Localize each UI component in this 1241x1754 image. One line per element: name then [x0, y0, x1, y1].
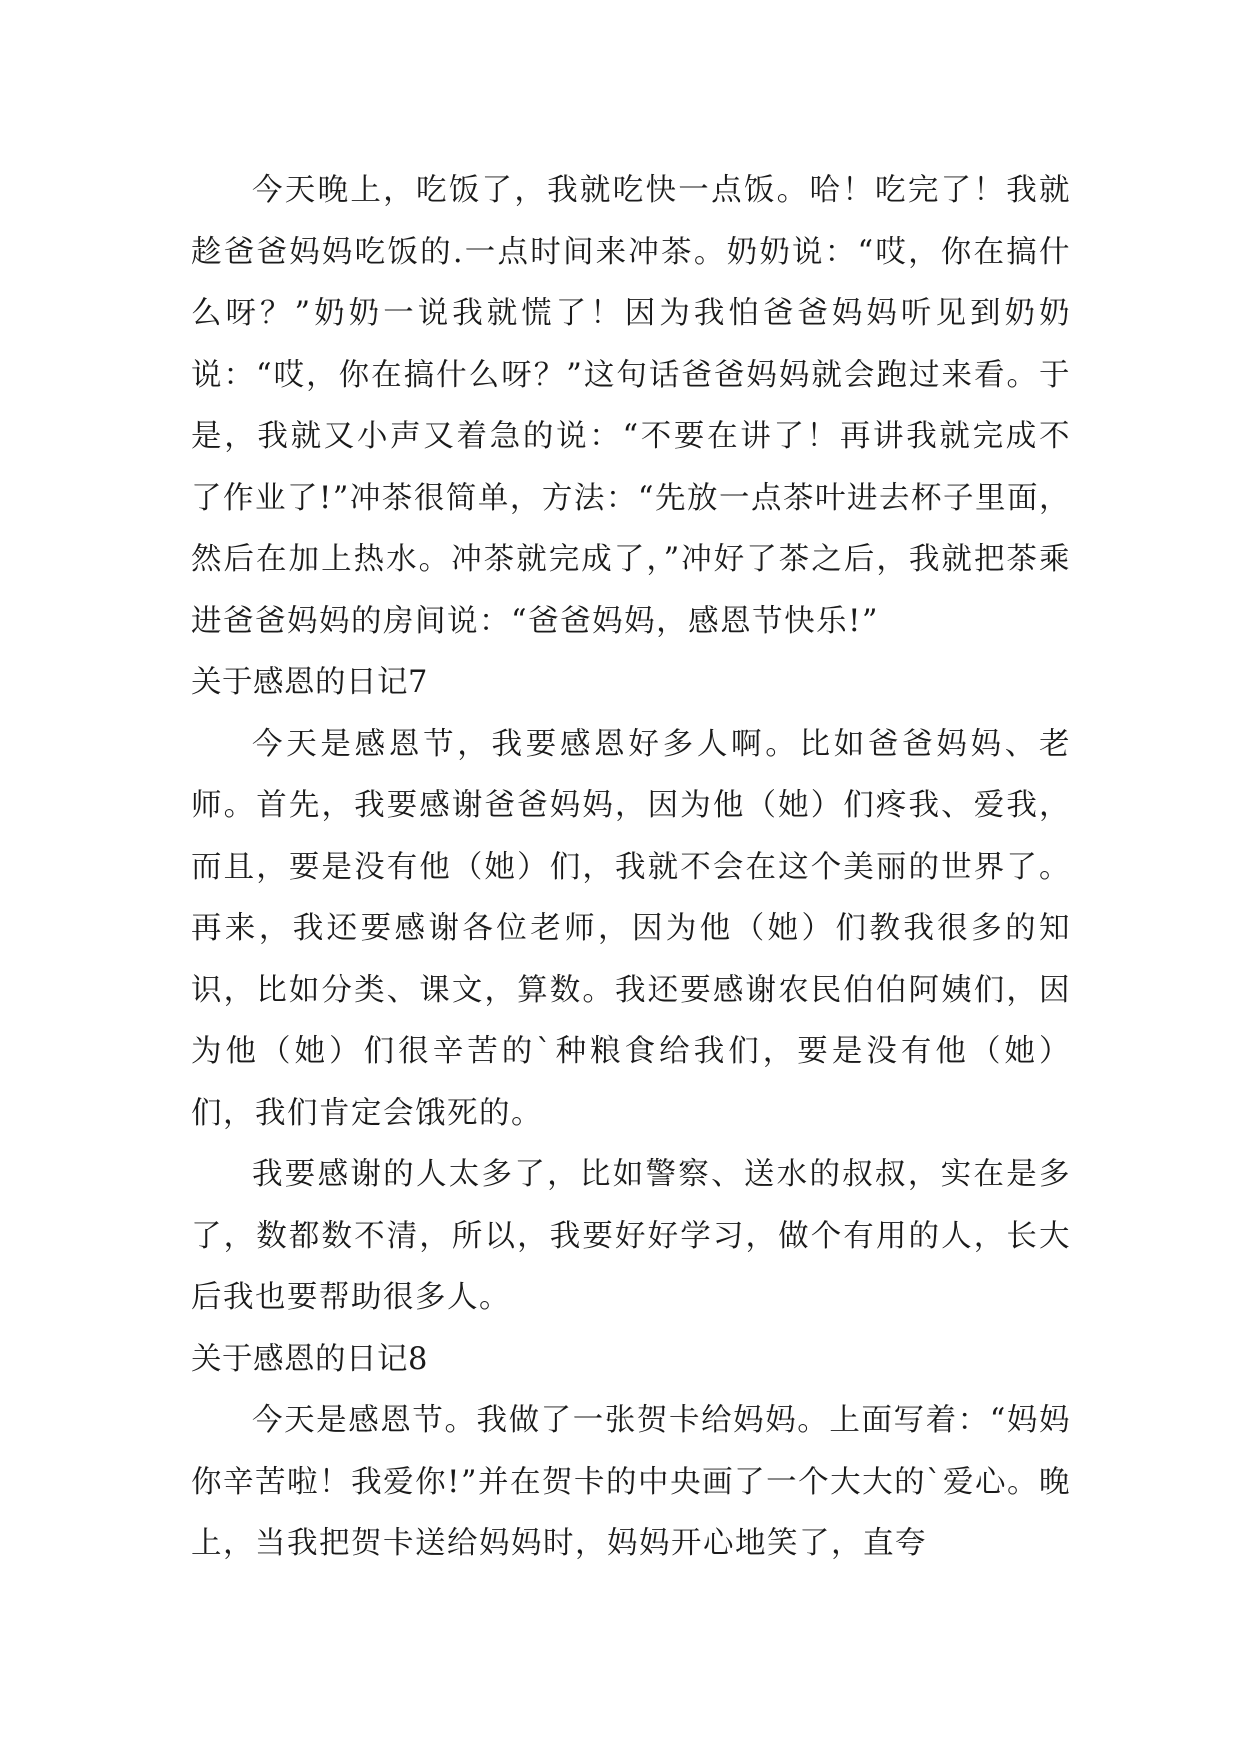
- paragraph: 今天是感恩节，我要感恩好多人啊。比如爸爸妈妈、老师。首先，我要感谢爸爸妈妈，因为他（她）们疼我、爱我，而且，要是没有他（她）们，我就不会在这个美丽的世界了。再来，我还要感谢各位老师，因为他（她）们教我很多的知识，比如分类、课文，算数。我还要感谢农民伯伯阿姨们，因为他（她）们很辛苦的`种粮食给我们，要是没有他（她）们，我们肯定会饿死的。: [191, 726, 1071, 1131]
- paragraph: 今天是感恩节。我做了一张贺卡给妈妈。上面写着：“妈妈你辛苦啦！我爱你!”并在贺卡的中央画了一个大大的`爱心。晚上，当我把贺卡送给妈妈时，妈妈开心地笑了，直夸: [191, 1403, 1071, 1561]
- paragraph: 今天晚上，吃饭了，我就吃快一点饭。哈！吃完了！我就趁爸爸妈妈吃饭的.一点时间来冲茶。奶奶说：“哎，你在搞什么呀？”奶奶一说我就慌了！因为我怕爸爸妈妈听见到奶奶说：“哎，你在搞什么呀？”这句话爸爸妈妈就会跑过来看。于是，我就又小声又着急的说：“不要在讲了！再讲我就完成不了作业了!”冲茶很简单，方法：“先放一点茶叶进去杯子里面，然后在加上热水。冲茶就完成了，”冲好了茶之后，我就把茶乘进爸爸妈妈的房间说：“爸爸妈妈，感恩节快乐!”: [191, 173, 1071, 639]
- section-heading: 关于感恩的日记7: [191, 665, 428, 700]
- paragraph: 我要感谢的人太多了，比如警察、送水的叔叔，实在是多了，数都数不清，所以，我要好好学习，做个有用的人，长大后我也要帮助很多人。: [191, 1157, 1071, 1315]
- document-page: [191, 160, 1071, 1575]
- section-heading: 关于感恩的日记8: [191, 1341, 428, 1377]
